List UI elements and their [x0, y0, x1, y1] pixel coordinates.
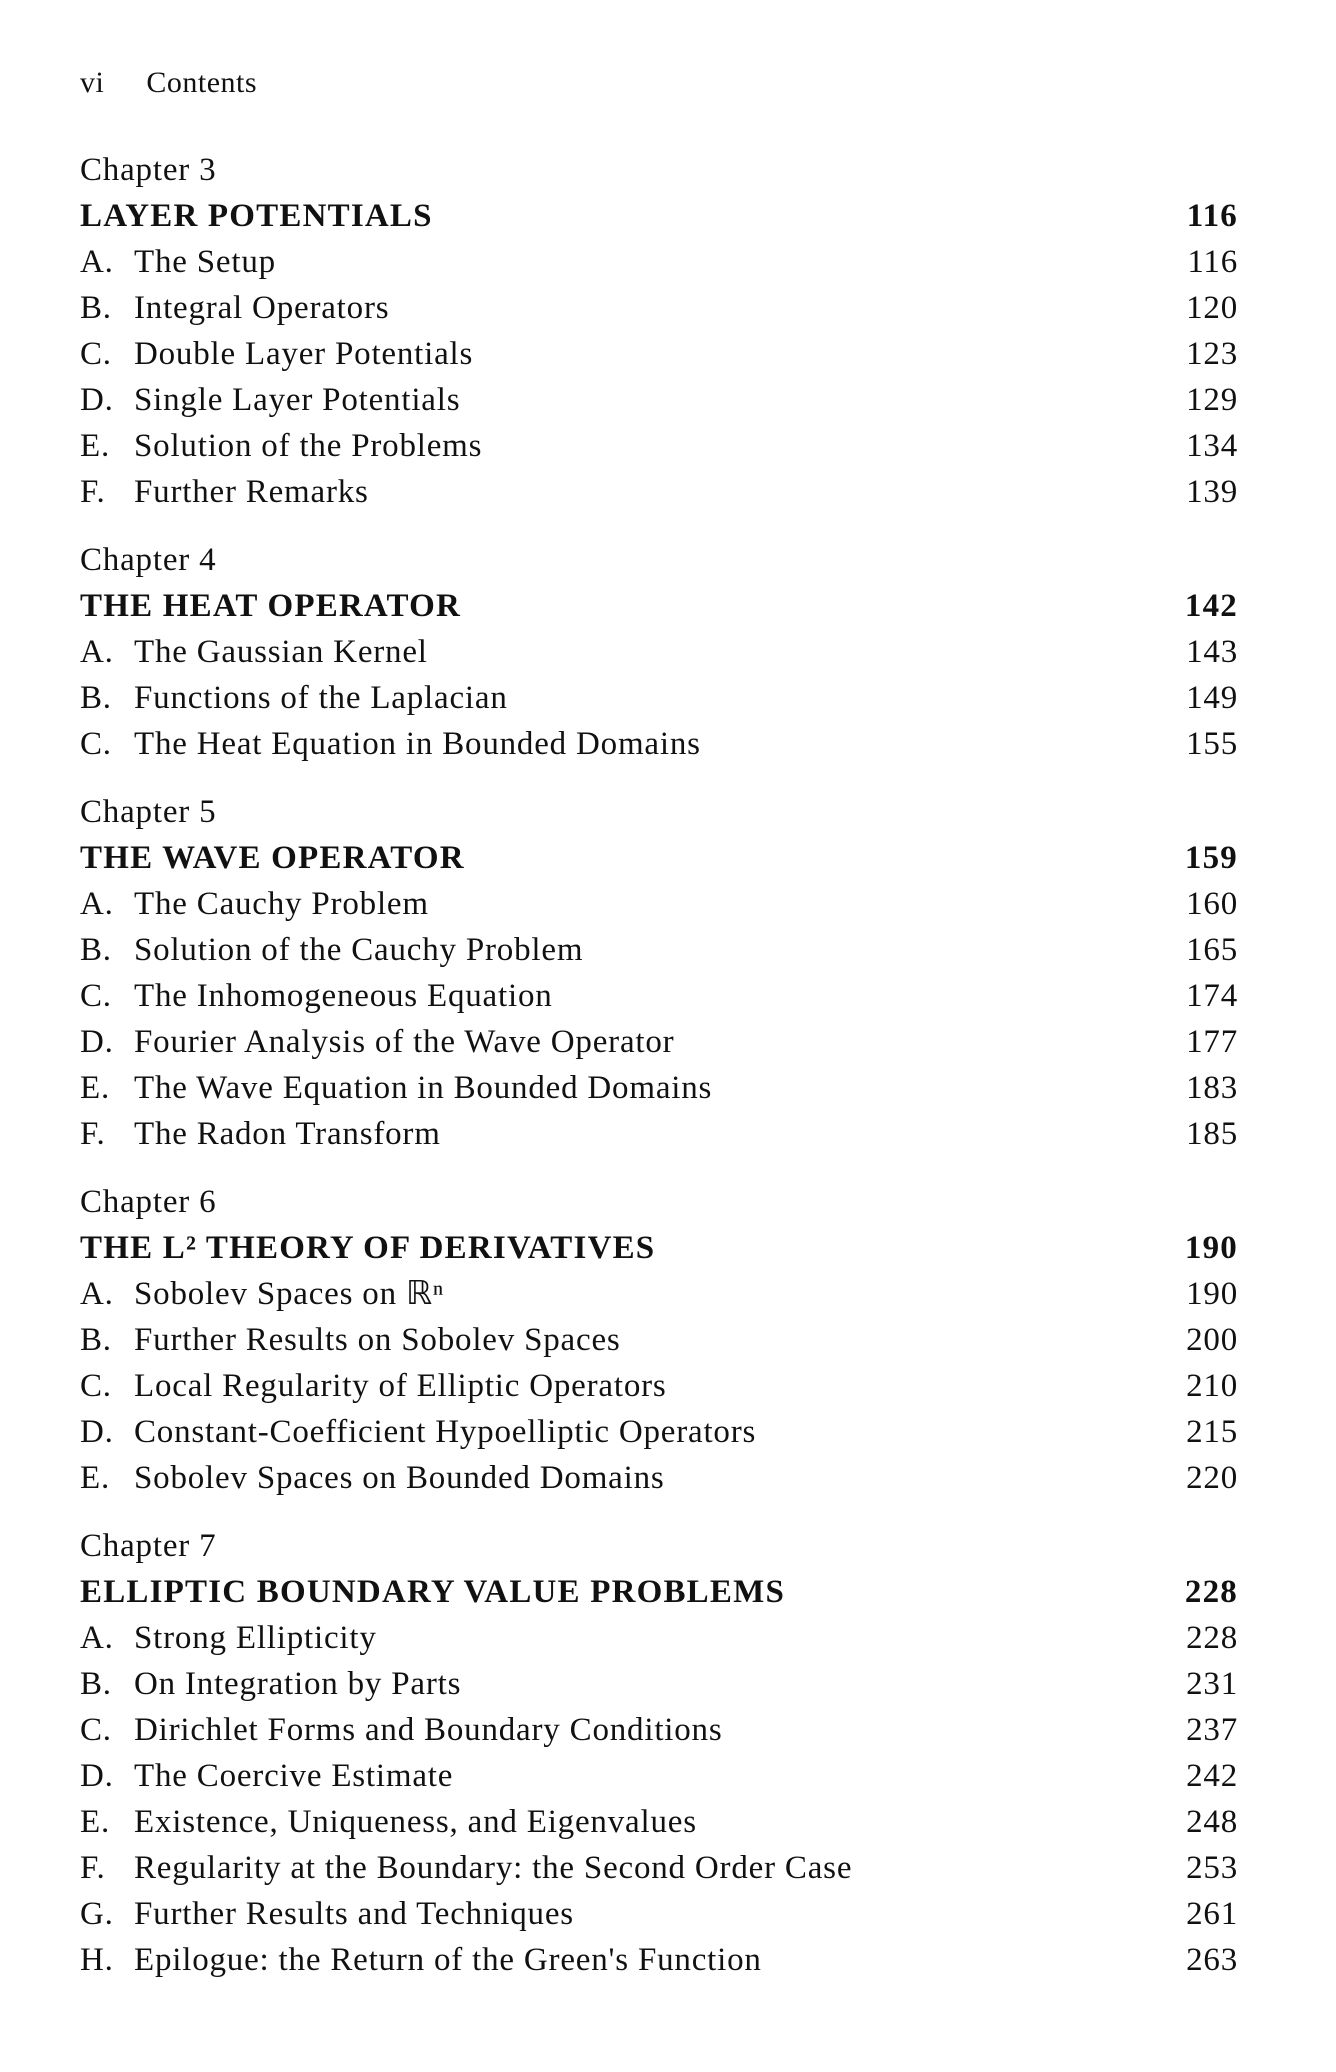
section-title: The Coercive Estimate: [134, 1758, 454, 1794]
section-entry: [80, 881, 1238, 927]
section-entry: [80, 629, 1238, 675]
section-page: 165: [1186, 932, 1238, 968]
section-title: Functions of the Laplacian: [134, 680, 508, 716]
section-entry: [80, 285, 1238, 331]
section-entry: [80, 469, 1238, 515]
section-heading: [80, 1019, 674, 1065]
section-heading: [80, 1317, 621, 1363]
section-entry: [80, 423, 1238, 469]
section-page: 237: [1186, 1712, 1238, 1748]
section-heading: [80, 629, 428, 675]
section-title: Sobolev Spaces on Bounded Domains: [134, 1460, 665, 1496]
section-heading: [80, 331, 473, 377]
section-entry: [80, 1661, 1238, 1707]
section-letter: B.: [80, 932, 112, 968]
section-heading: [80, 1111, 441, 1157]
section-heading: [80, 285, 389, 331]
section-letter: D.: [80, 382, 114, 418]
section-page: 231: [1186, 1666, 1238, 1702]
section-letter: D.: [80, 1758, 114, 1794]
chapter-title-row: [80, 193, 1238, 239]
section-entry: [80, 239, 1238, 285]
section-letter: C.: [80, 336, 112, 372]
section-entry: [80, 1707, 1238, 1753]
chapter-page: 159: [1184, 840, 1238, 876]
chapter-title-row: [80, 835, 1238, 881]
section-heading: [80, 675, 508, 721]
section-page: 155: [1186, 726, 1238, 762]
section-letter: B.: [80, 290, 112, 326]
section-heading: [80, 1845, 852, 1891]
section-heading: [80, 1363, 667, 1409]
chapter-page: 116: [1186, 198, 1238, 234]
section-title: On Integration by Parts: [134, 1666, 462, 1702]
section-heading: [80, 239, 276, 285]
chapter-block: [80, 1179, 1238, 1501]
section-page: 120: [1186, 290, 1238, 326]
section-letter: F.: [80, 474, 106, 510]
section-page: 177: [1186, 1024, 1238, 1060]
chapter-block: [80, 1523, 1238, 1983]
section-letter: E.: [80, 428, 111, 464]
section-heading: [80, 1455, 665, 1501]
chapter-label: Chapter 7: [80, 1528, 217, 1564]
section-title: The Heat Equation in Bounded Domains: [134, 726, 701, 762]
section-heading: [80, 377, 460, 423]
section-entry: [80, 973, 1238, 1019]
section-entry: [80, 1615, 1238, 1661]
section-heading: [80, 927, 583, 973]
section-title: Constant-Coefficient Hypoelliptic Operators: [134, 1414, 757, 1450]
table-of-contents: [80, 147, 1238, 2005]
chapter-label: Chapter 3: [80, 152, 217, 188]
section-letter: C.: [80, 726, 112, 762]
section-page: 139: [1186, 474, 1238, 510]
section-entry: [80, 1409, 1238, 1455]
section-letter: A.: [80, 634, 114, 670]
chapter-title: THE WAVE OPERATOR: [80, 840, 465, 876]
section-heading: [80, 1753, 453, 1799]
section-letter: D.: [80, 1024, 114, 1060]
section-entry: [80, 1799, 1238, 1845]
section-page: 149: [1186, 680, 1238, 716]
section-title: Further Remarks: [134, 474, 369, 510]
section-page: 143: [1186, 634, 1238, 670]
section-page: 263: [1186, 1942, 1238, 1978]
section-letter: F.: [80, 1116, 106, 1152]
section-title: Further Results on Sobolev Spaces: [134, 1322, 621, 1358]
section-entry: [80, 1111, 1238, 1157]
section-letter: E.: [80, 1804, 111, 1840]
section-letter: C.: [80, 1368, 112, 1404]
chapter-page: 228: [1184, 1574, 1238, 1610]
section-heading: [80, 721, 701, 767]
chapter-label-row: [80, 789, 1238, 835]
chapter-block: [80, 537, 1238, 767]
section-letter: E.: [80, 1070, 111, 1106]
chapter-label-row: [80, 1179, 1238, 1225]
section-letter: G.: [80, 1896, 114, 1932]
chapter-label-row: [80, 537, 1238, 583]
section-heading: [80, 1615, 377, 1661]
section-entry: [80, 1363, 1238, 1409]
section-heading: [80, 1707, 723, 1753]
chapter-label-row: [80, 147, 1238, 193]
section-page: 228: [1186, 1620, 1238, 1656]
section-page: 210: [1186, 1368, 1238, 1404]
section-heading: [80, 1661, 461, 1707]
section-page: 183: [1186, 1070, 1238, 1106]
section-letter: H.: [80, 1942, 114, 1978]
section-page: 129: [1186, 382, 1238, 418]
section-page: 200: [1186, 1322, 1238, 1358]
section-title: The Wave Equation in Bounded Domains: [134, 1070, 713, 1106]
section-title: The Inhomogeneous Equation: [134, 978, 553, 1014]
running-header: [80, 66, 257, 100]
section-title: Local Regularity of Elliptic Operators: [134, 1368, 667, 1404]
section-entry: [80, 377, 1238, 423]
section-page: 160: [1186, 886, 1238, 922]
chapter-label: Chapter 5: [80, 794, 217, 830]
section-title: Further Results and Techniques: [134, 1896, 574, 1932]
section-title: The Gaussian Kernel: [134, 634, 428, 670]
section-heading: [80, 1937, 762, 1983]
section-entry: [80, 675, 1238, 721]
section-letter: B.: [80, 680, 112, 716]
section-title: Solution of the Problems: [134, 428, 483, 464]
section-letter: F.: [80, 1850, 106, 1886]
page-number: vi: [80, 66, 105, 99]
chapter-title-row: [80, 1225, 1238, 1271]
chapter-label-row: [80, 1523, 1238, 1569]
section-title: Regularity at the Boundary: the Second Order Case: [134, 1850, 853, 1886]
section-entry: [80, 1845, 1238, 1891]
chapter-title: THE HEAT OPERATOR: [80, 588, 462, 624]
section-entry: [80, 927, 1238, 973]
section-entry: [80, 1271, 1238, 1317]
chapter-label: Chapter 4: [80, 542, 217, 578]
section-title: Dirichlet Forms and Boundary Conditions: [134, 1712, 723, 1748]
section-title: Double Layer Potentials: [134, 336, 474, 372]
section-heading: [80, 1065, 712, 1111]
section-letter: B.: [80, 1322, 112, 1358]
section-letter: C.: [80, 1712, 112, 1748]
section-page: 215: [1186, 1414, 1238, 1450]
section-page: 116: [1187, 244, 1238, 280]
chapter-title: LAYER POTENTIALS: [80, 198, 433, 234]
section-entry: [80, 1317, 1238, 1363]
section-title: Sobolev Spaces on ℝⁿ: [134, 1276, 445, 1312]
section-heading: [80, 1891, 574, 1937]
section-letter: D.: [80, 1414, 114, 1450]
section-title: Existence, Uniqueness, and Eigenvalues: [134, 1804, 697, 1840]
section-title: Epilogue: the Return of the Green's Function: [134, 1942, 762, 1978]
section-page: 242: [1186, 1758, 1238, 1794]
section-title: Fourier Analysis of the Wave Operator: [134, 1024, 675, 1060]
section-entry: [80, 1455, 1238, 1501]
section-title: The Cauchy Problem: [134, 886, 429, 922]
section-title: Integral Operators: [134, 290, 390, 326]
section-page: 248: [1186, 1804, 1238, 1840]
section-title: The Setup: [134, 244, 276, 280]
chapter-block: [80, 147, 1238, 515]
section-heading: [80, 1271, 444, 1317]
section-heading: [80, 469, 369, 515]
running-title: Contents: [146, 66, 258, 99]
section-letter: E.: [80, 1460, 111, 1496]
section-entry: [80, 1065, 1238, 1111]
section-letter: A.: [80, 244, 114, 280]
section-entry: [80, 1019, 1238, 1065]
section-title: Single Layer Potentials: [134, 382, 461, 418]
chapter-block: [80, 789, 1238, 1157]
section-entry: [80, 1937, 1238, 1983]
section-letter: C.: [80, 978, 112, 1014]
section-heading: [80, 1409, 756, 1455]
section-page: 261: [1186, 1896, 1238, 1932]
section-letter: A.: [80, 1620, 114, 1656]
section-letter: B.: [80, 1666, 112, 1702]
section-entry: [80, 721, 1238, 767]
chapter-page: 190: [1184, 1230, 1238, 1266]
section-heading: [80, 973, 553, 1019]
chapter-title-row: [80, 583, 1238, 629]
section-letter: A.: [80, 1276, 114, 1312]
chapter-title: ELLIPTIC BOUNDARY VALUE PROBLEMS: [80, 1574, 786, 1610]
section-title: Strong Ellipticity: [134, 1620, 377, 1656]
section-heading: [80, 423, 482, 469]
section-page: 174: [1186, 978, 1238, 1014]
chapter-title-row: [80, 1569, 1238, 1615]
section-page: 253: [1186, 1850, 1238, 1886]
section-page: 134: [1186, 428, 1238, 464]
section-page: 220: [1186, 1460, 1238, 1496]
section-page: 185: [1186, 1116, 1238, 1152]
section-letter: A.: [80, 886, 114, 922]
section-entry: [80, 1891, 1238, 1937]
section-page: 190: [1186, 1276, 1238, 1312]
section-page: 123: [1186, 336, 1238, 372]
section-title: Solution of the Cauchy Problem: [134, 932, 584, 968]
chapter-page: 142: [1184, 588, 1238, 624]
section-heading: [80, 881, 429, 927]
chapter-title: THE L² THEORY OF DERIVATIVES: [80, 1230, 656, 1266]
section-entry: [80, 1753, 1238, 1799]
section-entry: [80, 331, 1238, 377]
section-title: The Radon Transform: [134, 1116, 441, 1152]
section-heading: [80, 1799, 697, 1845]
chapter-label: Chapter 6: [80, 1184, 217, 1220]
